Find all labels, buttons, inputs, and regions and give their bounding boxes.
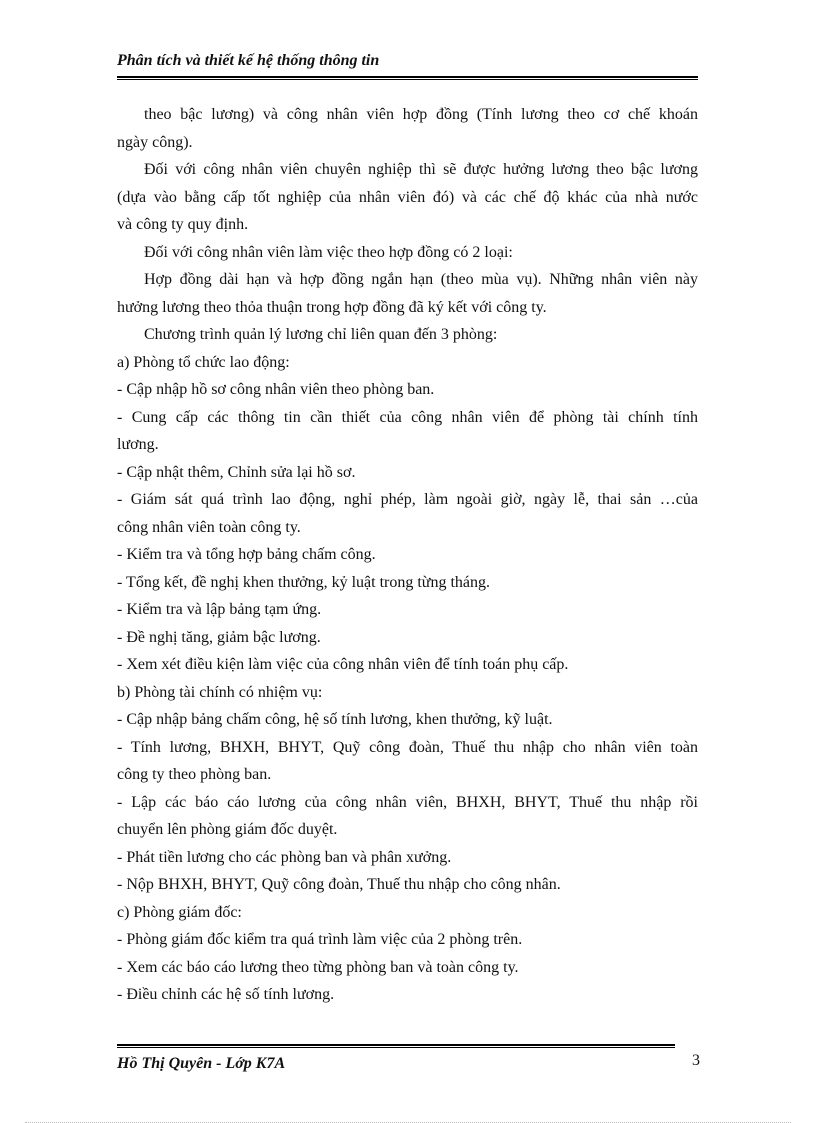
text-line: - Tính lương, BHXH, BHYT, Quỹ công đoàn, Thuế thu nhập cho nhân viên toàn xyxy=(117,738,698,756)
footer-author: Hồ Thị Quyên - Lớp K7A xyxy=(117,1055,286,1072)
text-line: Hợp đồng dài hạn và hợp đồng ngắn hạn (theo mùa vụ). Những nhân viên này xyxy=(144,271,698,288)
text-line: - Lập các báo cáo lương của công nhân viên, BHXH, BHYT, Thuế thu nhập rồi xyxy=(117,793,698,811)
text-line: a) Phòng tổ chức lao động: xyxy=(117,353,290,371)
text-line: - Xem xét điều kiện làm việc của công nhân viên để tính toán phụ cấp. xyxy=(117,656,569,673)
text-line: (dựa vào bằng cấp tốt nghiệp của nhân viên đó) và các chế độ khác của nhà nước xyxy=(117,188,698,206)
footer-rule xyxy=(117,1044,675,1048)
page-number: 3 xyxy=(692,1052,700,1069)
text-line: - Phòng giám đốc kiểm tra quá trình làm việc của 2 phòng trên. xyxy=(117,931,523,948)
header-title: Phân tích và thiết kế hệ thống thông tin xyxy=(117,52,380,69)
text-line: - Xem các báo cáo lương theo từng phòng ban và toàn công ty. xyxy=(117,958,519,976)
text-line: công ty theo phòng ban. xyxy=(117,766,272,783)
page-header xyxy=(117,50,698,80)
text-line: hưởng lương theo thỏa thuận trong hợp đồng đã ký kết với công ty. xyxy=(117,298,547,316)
text-line: c) Phòng giám đốc: xyxy=(117,903,242,921)
text-line: lương. xyxy=(117,436,159,453)
text-line: - Cập nhật thêm, Chỉnh sửa lại hồ sơ. xyxy=(117,463,356,481)
text-line: Đối với công nhân viên chuyên nghiệp thì sẽ được hưởng lương theo bậc lương xyxy=(144,161,698,178)
body-text xyxy=(117,101,698,1009)
text-line: - Kiểm tra và lập bảng tạm ứng. xyxy=(117,601,322,618)
text-line: - Cập nhập hồ sơ công nhân viên theo phòng ban. xyxy=(117,381,435,398)
text-line: - Kiểm tra và tổng hợp bảng chấm công. xyxy=(117,546,376,563)
text-line: công nhân viên toàn công ty. xyxy=(117,518,301,536)
text-line: chuyển lên phòng giám đốc duyệt. xyxy=(117,821,338,838)
text-line: - Nộp BHXH, BHYT, Quỹ công đoàn, Thuế thu nhập cho công nhân. xyxy=(117,876,561,893)
text-line: - Tổng kết, đề nghị khen thưởng, kỷ luật trong từng tháng. xyxy=(117,573,491,591)
header-rule xyxy=(117,76,698,80)
text-line: và công ty quy định. xyxy=(117,216,249,233)
text-line: - Cung cấp các thông tin cần thiết của công nhân viên để phòng tài chính tính xyxy=(117,408,698,426)
text-line: - Cập nhập bảng chấm công, hệ số tính lương, khen thưởng, kỹ luật. xyxy=(117,711,553,728)
text-line: ngày công). xyxy=(117,133,193,151)
text-line: Chương trình quản lý lương chỉ liên quan đến 3 phòng: xyxy=(144,326,498,343)
text-line: Đối với công nhân viên làm việc theo hợp đồng có 2 loại: xyxy=(144,243,513,261)
text-line: - Điều chỉnh các hệ số tính lương. xyxy=(117,986,335,1003)
text-line: b) Phòng tài chính có nhiệm vụ: xyxy=(117,683,323,701)
text-line: - Giám sát quá trình lao động, nghỉ phép, làm ngoài giờ, ngày lễ, thai sản …của xyxy=(117,491,698,508)
text-line: - Đề nghị tăng, giảm bậc lương. xyxy=(117,628,321,646)
text-line: theo bậc lương) và công nhân viên hợp đồng (Tính lương theo cơ chế khoán xyxy=(144,106,698,123)
text-line: - Phát tiền lương cho các phòng ban và phân xưởng. xyxy=(117,848,452,866)
